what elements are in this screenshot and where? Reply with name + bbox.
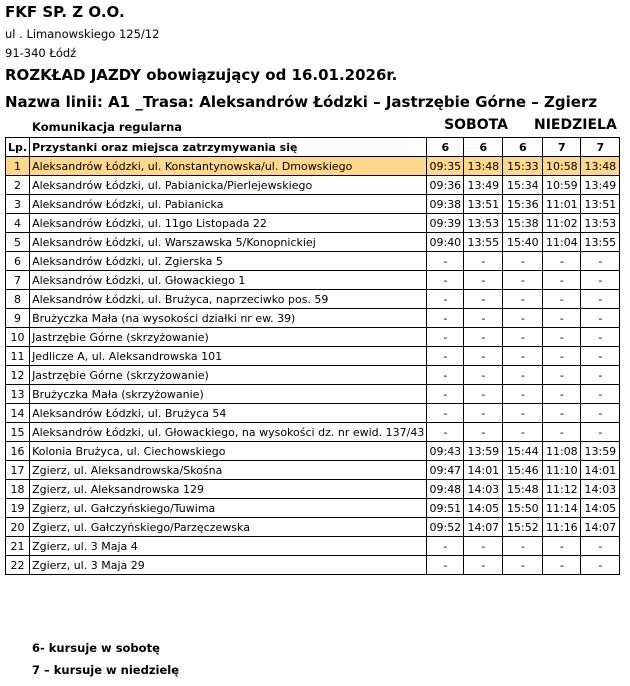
departure-time: 09:36 [427,176,464,195]
departure-time: 11:08 [543,442,581,461]
header-day-code: 6 [464,138,503,157]
departure-time: - [503,309,543,328]
departure-time: 09:39 [427,214,464,233]
departure-time: 11:10 [543,461,581,480]
row-number: 22 [6,556,30,575]
departure-time: - [427,347,464,366]
table-row [6,423,620,442]
stop-name: Zgierz, ul. Aleksandrowska/Skośna [30,461,427,480]
departure-time: 10:59 [543,176,581,195]
row-number: 18 [6,480,30,499]
departure-time: 14:01 [464,461,503,480]
departure-time: - [543,385,581,404]
header-day-code: 7 [581,138,620,157]
departure-time: 14:01 [581,461,620,480]
row-number: 11 [6,347,30,366]
table-row [6,347,620,366]
row-number: 13 [6,385,30,404]
departure-time: - [543,290,581,309]
stop-name: Brużyczka Mała (na wysokości działki nr ew. 39) [30,309,427,328]
departure-time: 13:51 [581,195,620,214]
table-row [6,214,620,233]
departure-time: - [464,347,503,366]
legend-sunday: 7 – kursuje w niedzielę [32,663,180,677]
departure-time: 11:04 [543,233,581,252]
departure-time: 15:50 [503,499,543,518]
departure-time: 11:02 [543,214,581,233]
table-row [6,233,620,252]
table-row [6,328,620,347]
header-day-code: 6 [427,138,464,157]
line-name: Nazwa linii: A1 _Trasa: Aleksandrów Łódzki – Jastrzębie Górne – Zgierz [5,93,598,111]
departure-time: - [464,328,503,347]
departure-time: 13:53 [581,214,620,233]
departure-time: - [464,252,503,271]
departure-time: 09:40 [427,233,464,252]
departure-time: - [581,252,620,271]
departure-time: 09:35 [427,157,464,176]
departure-time: - [503,271,543,290]
departure-time: - [464,290,503,309]
stop-name: Kolonia Brużyca, ul. Ciechowskiego [30,442,427,461]
row-number: 6 [6,252,30,271]
table-row [6,537,620,556]
departure-time: - [503,252,543,271]
table-row [6,461,620,480]
stop-name: Aleksandrów Łódzki, ul. Pabianicka [30,195,427,214]
departure-time: 13:59 [581,442,620,461]
header-day-code: 6 [503,138,543,157]
departure-time: - [581,347,620,366]
departure-time: - [581,271,620,290]
departure-time: 09:47 [427,461,464,480]
table-row [6,556,620,575]
row-number: 10 [6,328,30,347]
row-number: 7 [6,271,30,290]
stop-name: Zgierz, ul. Gałczyńskiego/Parzęczewska [30,518,427,537]
departure-time: 11:14 [543,499,581,518]
stop-name: Aleksandrów Łódzki, ul. Pabianicka/Pierlejewskiego [30,176,427,195]
departure-time: - [427,309,464,328]
departure-time: - [581,556,620,575]
departure-time: 15:44 [503,442,543,461]
departure-time: - [503,328,543,347]
departure-time: 10:58 [543,157,581,176]
departure-time: 15:38 [503,214,543,233]
departure-time: 13:55 [581,233,620,252]
row-number: 4 [6,214,30,233]
company-name: FKF SP. Z O.O. [5,3,125,21]
departure-time: 13:51 [464,195,503,214]
table-row [6,385,620,404]
departure-time: 15:40 [503,233,543,252]
departure-time: - [543,328,581,347]
departure-time: - [427,252,464,271]
departure-time: - [581,309,620,328]
departure-time: - [503,556,543,575]
departure-time: 15:34 [503,176,543,195]
departure-time: 15:36 [503,195,543,214]
departure-time: - [581,404,620,423]
departure-time: - [503,290,543,309]
stop-name: Zgierz, ul. 3 Maja 29 [30,556,427,575]
departure-time: - [543,556,581,575]
departure-time: 09:43 [427,442,464,461]
table-row [6,309,620,328]
departure-time: 14:03 [581,480,620,499]
table-row [6,195,620,214]
table-row [6,176,620,195]
table-row [6,480,620,499]
stop-name: Brużyczka Mała (skrzyżowanie) [30,385,427,404]
row-number: 15 [6,423,30,442]
departure-time: - [543,537,581,556]
departure-time: 11:12 [543,480,581,499]
stop-name: Aleksandrów Łódzki, ul. Konstantynowska/ul. Dmowskiego [30,157,427,176]
departure-time: - [581,537,620,556]
header-day-code: 7 [543,138,581,157]
departure-time: 09:48 [427,480,464,499]
company-city: 91-340 Łódź [5,46,77,60]
row-number: 2 [6,176,30,195]
departure-time: - [464,271,503,290]
departure-time: - [464,385,503,404]
departure-time: 13:55 [464,233,503,252]
departure-time: 11:01 [543,195,581,214]
table-row [6,366,620,385]
row-number: 12 [6,366,30,385]
row-number: 14 [6,404,30,423]
row-number: 19 [6,499,30,518]
departure-time: 14:07 [464,518,503,537]
departure-time: - [427,385,464,404]
departure-time: - [427,537,464,556]
departure-time: - [427,290,464,309]
row-number: 20 [6,518,30,537]
departure-time: 14:05 [464,499,503,518]
stop-name: Aleksandrów Łódzki, ul. Głowackiego 1 [30,271,427,290]
departure-time: - [581,385,620,404]
departure-time: - [464,309,503,328]
departure-time: - [464,537,503,556]
group-labels [0,117,630,137]
departure-time: - [503,423,543,442]
departure-time: 09:52 [427,518,464,537]
departure-time: - [543,252,581,271]
table-row [6,290,620,309]
stop-name: Zgierz, ul. Aleksandrowska 129 [30,480,427,499]
stop-name: Aleksandrów Łódzki, ul. 11go Listopada 22 [30,214,427,233]
stop-name: Aleksandrów Łódzki, ul. Warszawska 5/Konopnickiej [30,233,427,252]
departure-time: - [543,271,581,290]
table-row [6,252,620,271]
departure-time: - [464,366,503,385]
departure-time: - [464,404,503,423]
departure-time: 15:48 [503,480,543,499]
departure-time: - [543,347,581,366]
table-row [6,499,620,518]
stop-name: Jastrzębie Górne (skrzyżowanie) [30,328,427,347]
departure-time: 11:16 [543,518,581,537]
departure-time: - [543,404,581,423]
header-lp: Lp. [6,138,30,157]
row-number: 5 [6,233,30,252]
header-stops: Przystanki oraz miejsca zatrzymywania się [30,138,427,157]
departure-time: - [543,423,581,442]
stop-name: Aleksandrów Łódzki, ul. Brużyca, naprzeciwko pos. 59 [30,290,427,309]
departure-time: 09:51 [427,499,464,518]
departure-time: - [503,366,543,385]
departure-time: - [581,366,620,385]
sunday-group-label: NIEDZIELA [534,117,617,133]
stop-name: Zgierz, ul. Gałczyńskiego/Tuwima [30,499,427,518]
table-header-row [6,138,620,157]
departure-time: - [464,556,503,575]
stop-name: Aleksandrów Łódzki, ul. Głowackiego, na wysokości dz. nr ewid. 137/43 [30,423,427,442]
departure-time: - [427,328,464,347]
departure-time: 09:38 [427,195,464,214]
departure-time: 15:46 [503,461,543,480]
row-number: 17 [6,461,30,480]
departure-time: - [503,537,543,556]
row-number: 8 [6,290,30,309]
stop-name: Zgierz, ul. 3 Maja 4 [30,537,427,556]
departure-time: - [503,385,543,404]
departure-time: 13:49 [464,176,503,195]
schedule-title: ROZKŁAD JAZDY obowiązujący od 16.01.2026r. [5,66,398,84]
row-number: 21 [6,537,30,556]
departure-time: 15:52 [503,518,543,537]
departure-time: - [543,366,581,385]
row-number: 1 [6,157,30,176]
departure-time: - [503,404,543,423]
departure-time: - [581,423,620,442]
departure-time: - [427,423,464,442]
stop-name: Aleksandrów Łódzki, ul. Brużyca 54 [30,404,427,423]
departure-time: 13:59 [464,442,503,461]
table-row [6,157,620,176]
table-row [6,404,620,423]
departure-time: - [581,328,620,347]
departure-time: 13:49 [581,176,620,195]
row-number: 16 [6,442,30,461]
saturday-group-label: SOBOTA [444,117,508,133]
departure-time: - [543,309,581,328]
departure-time: - [427,404,464,423]
table-row [6,271,620,290]
departure-time: - [427,556,464,575]
row-number: 3 [6,195,30,214]
departure-time: 15:33 [503,157,543,176]
departure-time: - [427,366,464,385]
departure-time: 14:03 [464,480,503,499]
table-row [6,518,620,537]
stop-name: Jedlicze A, ul. Aleksandrowska 101 [30,347,427,366]
departure-time: 14:05 [581,499,620,518]
departure-time: - [427,271,464,290]
departure-time: - [503,347,543,366]
timetable [5,137,620,575]
departure-time: 14:07 [581,518,620,537]
stop-name: Jastrzębie Górne (skrzyżowanie) [30,366,427,385]
departure-time: 13:48 [464,157,503,176]
stop-name: Aleksandrów Łódzki, ul. Zgierska 5 [30,252,427,271]
company-address: ul . Limanowskiego 125/12 [5,27,160,41]
legend-saturday: 6- kursuje w sobotę [32,641,160,655]
row-number: 9 [6,309,30,328]
departure-time: - [464,423,503,442]
departure-time: 13:48 [581,157,620,176]
communication-type: Komunikacja regularna [32,120,183,134]
departure-time: - [581,290,620,309]
table-row [6,442,620,461]
departure-time: 13:53 [464,214,503,233]
